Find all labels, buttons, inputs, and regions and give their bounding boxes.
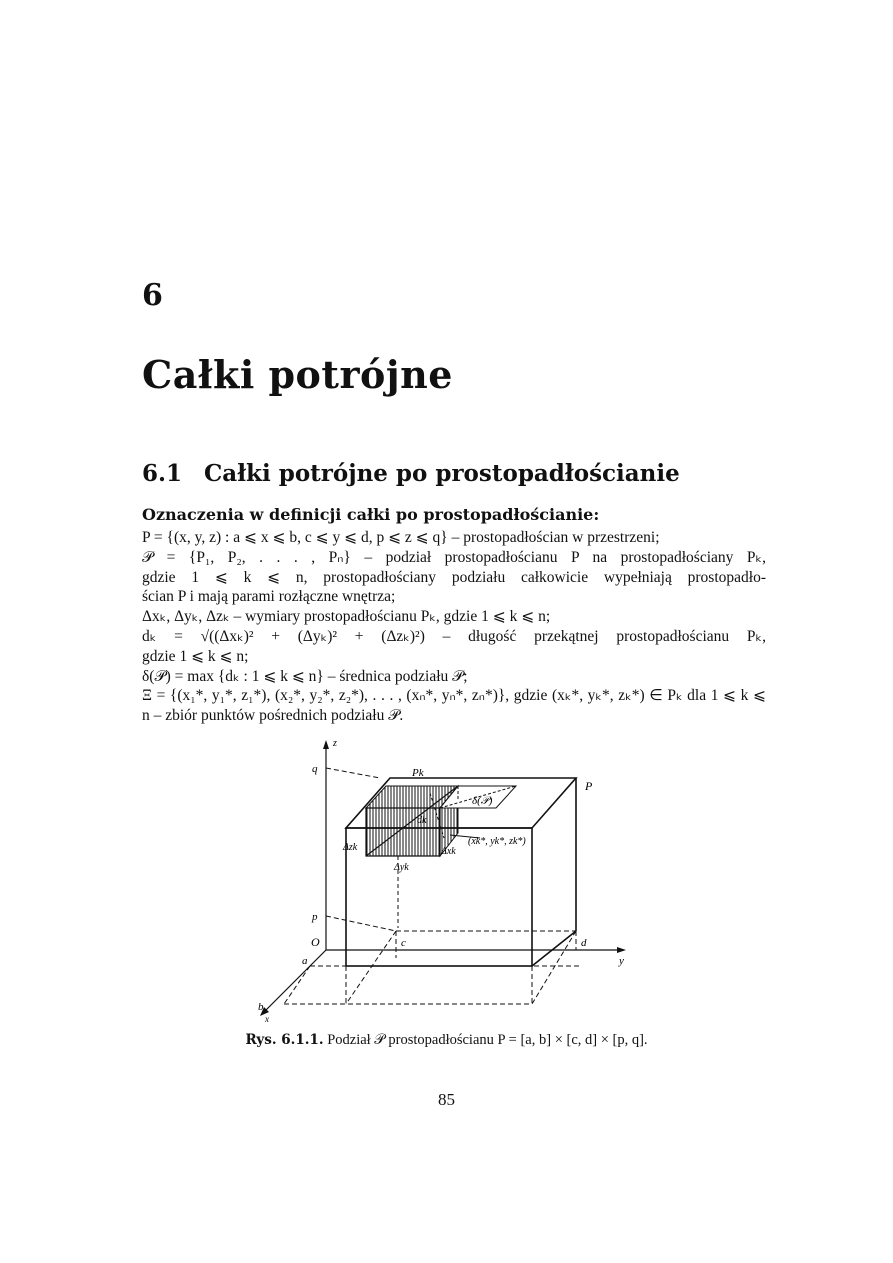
label-d: d	[581, 937, 587, 949]
label-a: a	[302, 955, 308, 967]
label-y: y	[619, 955, 624, 967]
label-c: c	[401, 937, 406, 949]
definition-line: Δxₖ, Δyₖ, Δzₖ – wymiary prostopadłościanu Pₖ, gdzie 1 ⩽ k ⩽ n;	[142, 608, 551, 626]
partition-diagram	[240, 738, 640, 1023]
section-title: Całki potrójne po prostopadłościanie	[204, 460, 680, 487]
label-point: (xk*, yk*, zk*)	[468, 836, 526, 847]
y-axis-arrow-icon	[617, 947, 626, 953]
definition-line: n – zbiór punktów pośrednich podziału 𝒫.	[142, 707, 404, 725]
caption-label: Rys. 6.1.1.	[245, 1032, 324, 1048]
definition-line: gdzie 1 ⩽ k ⩽ n;	[142, 647, 249, 665]
definitions-subheading: Oznaczenia w definicji całki po prostopadłościanie:	[142, 505, 600, 524]
definition-line: dₖ = √((Δxₖ)² + (Δyₖ)² + (Δzₖ)²) – długość przekątnej prostopadłościanu Pₖ,	[142, 627, 766, 645]
label-dk: dk	[417, 815, 427, 826]
page-number: 85	[438, 1090, 455, 1109]
chapter-number: 6	[142, 278, 163, 313]
section-heading	[142, 460, 680, 487]
label-dzk: Δzk	[343, 842, 358, 853]
z-axis-arrow-icon	[323, 740, 329, 749]
definition-line: gdzie 1 ⩽ k ⩽ n, prostopadłościany podziału całkowicie wypełniają prostopadło-	[142, 568, 766, 586]
label-p: p	[312, 911, 318, 923]
label-b: b	[258, 1001, 264, 1013]
definitions-block	[142, 528, 766, 726]
label-x: x	[265, 1014, 269, 1023]
caption-text: Podział 𝒫 prostopadłościanu P = [a, b] × [c, d] × [p, q].	[327, 1032, 648, 1048]
definition-line: 𝒫 = {P₁, P₂, . . . , Pₙ} – podział prostopadłościanu P na prostopadłościany Pₖ,	[142, 548, 766, 566]
label-O: O	[311, 935, 320, 949]
figure-caption	[0, 1032, 893, 1049]
label-Pk: Pk	[412, 767, 424, 779]
label-q: q	[312, 763, 318, 775]
label-dxk: Δxk	[441, 846, 456, 857]
definition-line: ścian P i mają parami rozłączne wnętrza;	[142, 588, 396, 606]
label-z: z	[333, 738, 337, 749]
label-delta: δ(𝒫)	[472, 795, 493, 807]
definition-line: δ(𝒫) = max {dₖ : 1 ⩽ k ⩽ n} – średnica podziału 𝒫;	[142, 667, 468, 685]
label-dyk: Δyk	[394, 862, 409, 873]
definition-line: P = {(x, y, z) : a ⩽ x ⩽ b, c ⩽ y ⩽ d, p ⩽ z ⩽ q} – prostopadłościan w przestrzeni;	[142, 529, 660, 546]
x-axis	[264, 950, 326, 1012]
chapter-title: Całki potrójne	[142, 352, 453, 397]
figure-6-1-1	[240, 738, 640, 1027]
section-number: 6.1	[142, 460, 183, 487]
definition-line: Ξ = {(x₁*, y₁*, z₁*), (x₂*, y₂*, z₂*), . . . , (xₙ*, yₙ*, zₙ*)}, gdzie (xₖ*, yₖ*, zₖ*) ∈ Pₖ dla 1 ⩽ k ⩽	[142, 687, 766, 705]
label-P: P	[585, 779, 593, 793]
